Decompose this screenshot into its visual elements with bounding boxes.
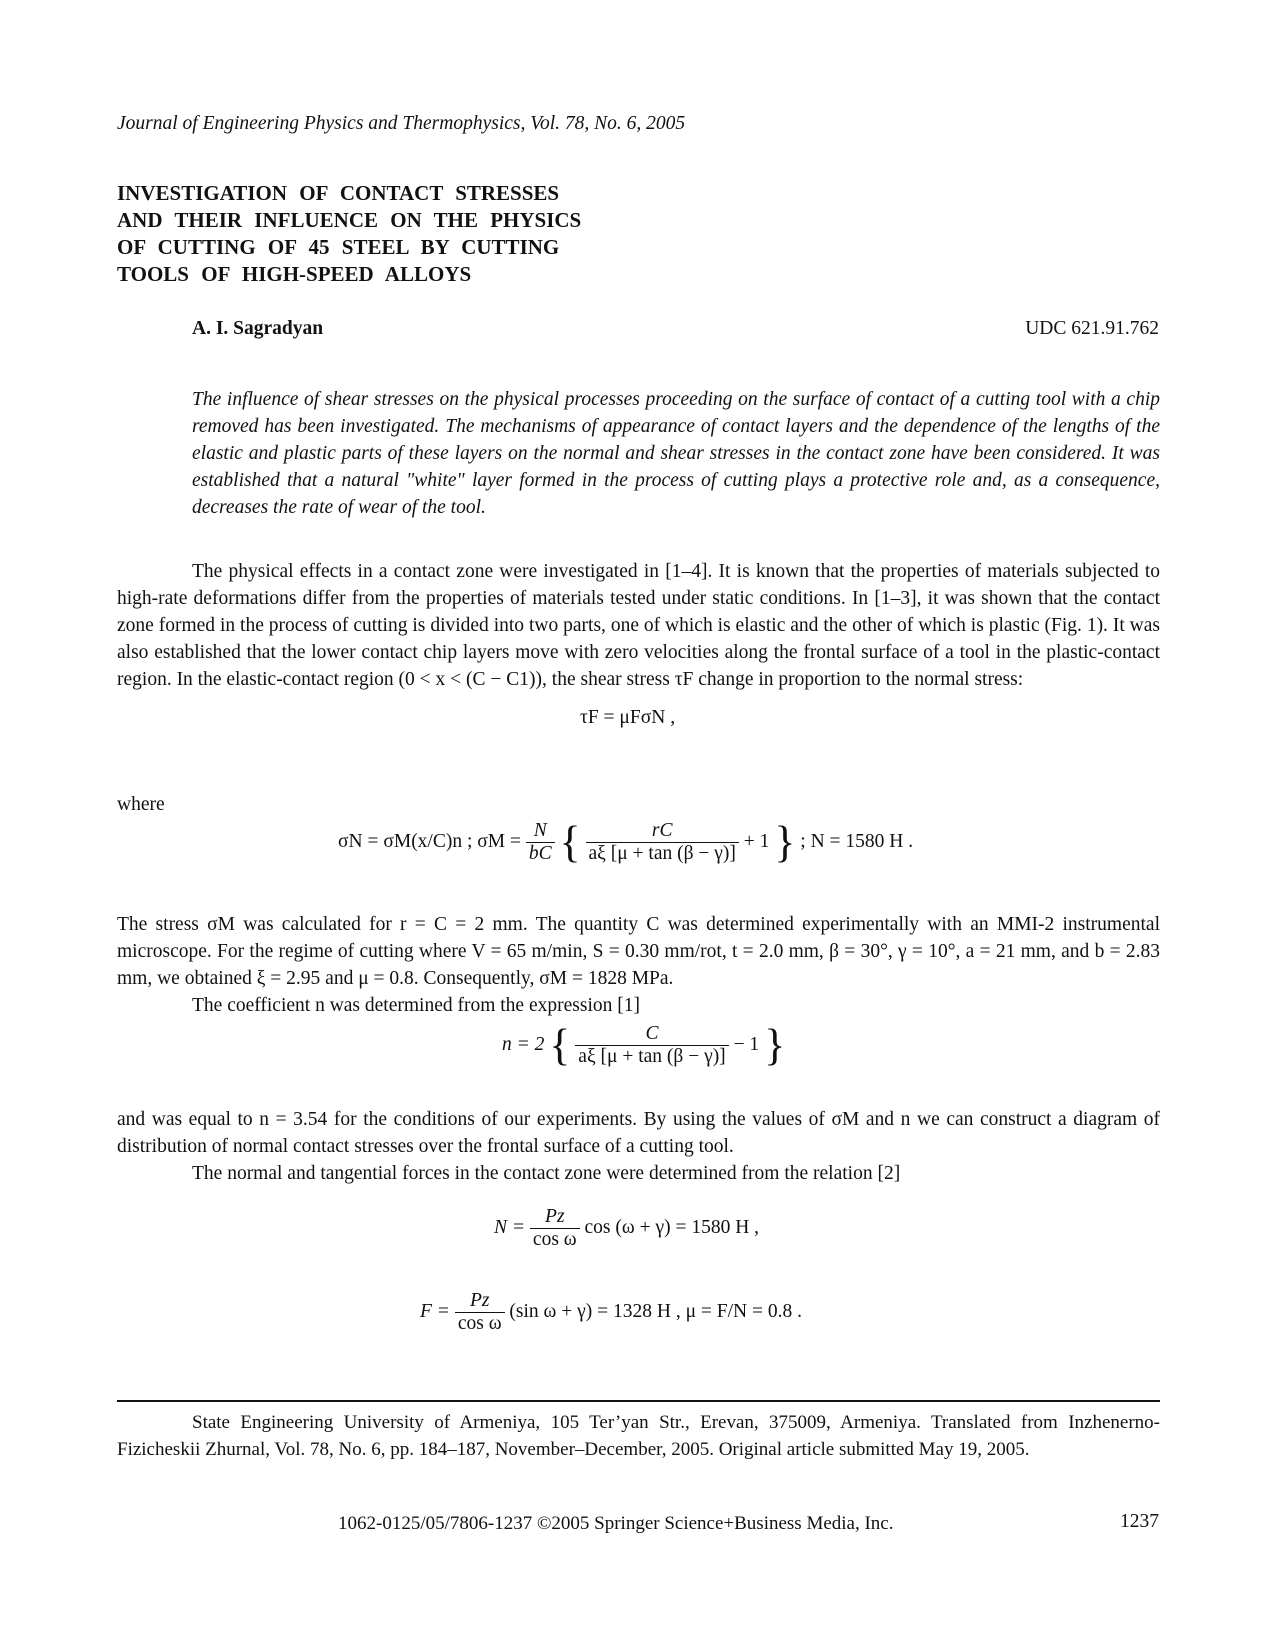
- eq2-left: σN = σM(x/C)n ; σM =: [338, 830, 521, 852]
- title-line: INVESTIGATION OF CONTACT STRESSES: [117, 181, 560, 205]
- eq2-inner-numerator: rC: [651, 820, 673, 841]
- right-brace: }: [774, 817, 796, 867]
- equation-1: τF = μFσN ,: [580, 707, 676, 728]
- eq4-numerator: Pz: [545, 1206, 565, 1227]
- footnote-rule: [117, 1400, 1160, 1402]
- right-brace: }: [764, 1020, 786, 1070]
- eq3-denominator: aξ [μ + tan (β − γ)]: [575, 1045, 728, 1068]
- eq4-left: N =: [494, 1216, 526, 1238]
- author-name: A. I. Sagradyan: [192, 318, 324, 339]
- where-label: where: [117, 794, 165, 815]
- journal-header: Journal of Engineering Physics and Thermophysics, Vol. 78, No. 6, 2005: [117, 113, 686, 134]
- left-brace: {: [549, 1020, 571, 1070]
- equation-2: [338, 817, 914, 867]
- body-paragraph-3: [117, 1106, 1160, 1187]
- eq2-fraction-N-bC: [526, 820, 555, 865]
- abstract: The influence of shear stresses on the physical processes proceeding on the surface of contact of a cutting tool with a chip removed has been investigated. The mechanisms of appearance of contact layers and the dependence of the lengths of the elastic and plastic parts of these layers on the normal and shear stresses in the contact zone have been considered. It was established that a natural "white" layer formed in the process of cutting plays a protective role and, as a consequence, decreases the rate of wear of the tool.: [192, 389, 1160, 518]
- copyright-line: 1062-0125/05/7806-1237 ©2005 Springer Science+Business Media, Inc.: [338, 1513, 894, 1534]
- eq2-fraction-rC: [586, 820, 739, 865]
- equation-4: [494, 1206, 759, 1251]
- eq5-denominator: cos ω: [455, 1312, 505, 1335]
- paragraph-text: The normal and tangential forces in the contact zone were determined from the relation [2]: [192, 1163, 901, 1184]
- affiliation-footnote: State Engineering University of Armeniya, 105 Ter’yan Str., Erevan, 375009, Armeniya. Translated from Inzhenerno-Fizicheskii Zhurnal, Vol. 78, No. 6, pp. 184–187, November–December, 2005. Original article submitted May 19, 2005.: [117, 1412, 1160, 1460]
- page-number: 1237: [1120, 1511, 1159, 1532]
- eq2-denominator: bC: [526, 842, 555, 865]
- eq4-right: cos (ω + γ) = 1580 H ,: [584, 1216, 760, 1238]
- eq4-fraction: [530, 1206, 580, 1251]
- body-paragraph-1: [117, 558, 1160, 693]
- equation-5: [420, 1290, 802, 1335]
- eq3-minus-one: − 1: [733, 1033, 760, 1055]
- eq3-fraction: [575, 1023, 728, 1068]
- eq2-numerator: N: [533, 820, 547, 841]
- udc-code: UDC 621.91.762: [1025, 318, 1159, 339]
- eq5-right: (sin ω + γ) = 1328 H , μ = F/N = 0.8 .: [509, 1300, 802, 1322]
- body-paragraph-2: [117, 911, 1160, 1019]
- eq5-fraction: [455, 1290, 505, 1335]
- paragraph-text: The stress σM was calculated for r = C = 2 mm. The quantity C was determined experimentally with an MMI-2 instrumental microscope. For the regime of cutting where V = 65 m/min, S = 0.30 mm/rot, t = 2.0 mm, β = 30°, γ = 10°, a = 21 mm, and b = 2.83 mm, we obtained ξ = 2.95 and μ = 0.8. Consequently, σM = 1828 MPa.: [117, 914, 1160, 989]
- eq2-inner-denominator: aξ [μ + tan (β − γ)]: [586, 842, 739, 865]
- title-line: TOOLS OF HIGH-SPEED ALLOYS: [117, 262, 472, 286]
- title-line: OF CUTTING OF 45 STEEL BY CUTTING: [117, 235, 560, 259]
- paragraph-text: and was equal to n = 3.54 for the conditions of our experiments. By using the values of σM and n we can construct a diagram of distribution of normal contact stresses over the frontal surface of a cutting tool.: [117, 1109, 1160, 1157]
- eq3-numerator: C: [645, 1023, 659, 1044]
- eq2-plus-one: + 1: [743, 830, 770, 852]
- eq3-left: n = 2: [502, 1033, 545, 1055]
- paragraph-text: The coefficient n was determined from the expression [1]: [192, 995, 640, 1016]
- eq4-denominator: cos ω: [530, 1228, 580, 1251]
- eq2-tail: ; N = 1580 H .: [800, 830, 914, 852]
- title-line: AND THEIR INFLUENCE ON THE PHYSICS: [117, 208, 582, 232]
- equation-3: [502, 1020, 786, 1070]
- paragraph-text: The physical effects in a contact zone were investigated in [1–4]. It is known that the properties of materials subjected to high-rate deformations differ from the properties of materials tested under static conditions. In [1–3], it was shown that the contact zone formed in the process of cutting is divided into two parts, one of which is elastic and the other of which is plastic (Fig. 1). It was also established that the lower contact chip layers move with zero velocities along the frontal surface of a tool in the plastic-contact region. In the elastic-contact region (0 < x < (C − C1)), the shear stress τF change in proportion to the normal stress:: [117, 561, 1160, 690]
- eq5-numerator: Pz: [469, 1290, 490, 1311]
- eq5-left: F =: [420, 1300, 450, 1322]
- left-brace: {: [559, 817, 581, 867]
- article-title: [117, 180, 581, 288]
